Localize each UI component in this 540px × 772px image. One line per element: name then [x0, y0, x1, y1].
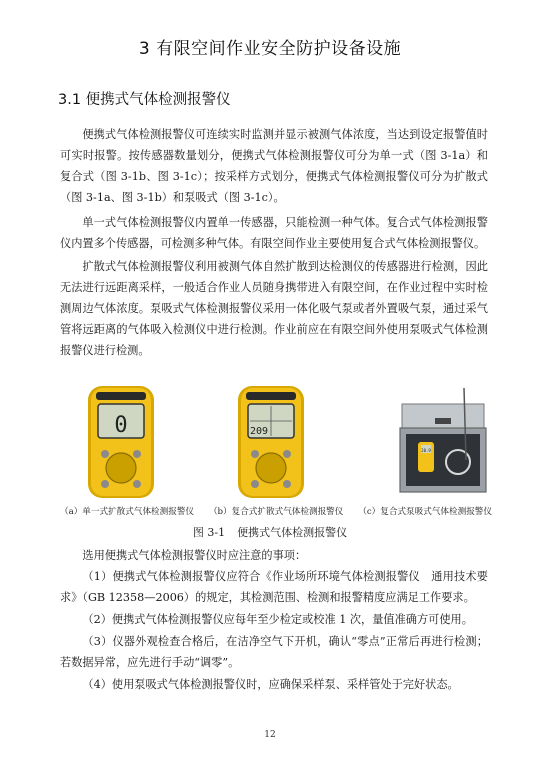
paragraph-classification: 便携式气体检测报警仪可连续实时监测并显示被测气体浓度，当达到设定报警值时可实时报警。按传感器数量划分，便携式气体检测报警仪可分为单一式（图 3-1a）和复合式（图 3-1b、图 3-1c）；按采样方式划分，便携式气体检测报警仪可分为扩散式（图 3-1a、图 3-1b）和泵吸式（图 3-1c）。	[60, 128, 488, 204]
chapter-title: 3 有限空间作业安全防护设备设施	[138, 39, 402, 59]
device-c-image	[400, 388, 486, 492]
page-number: 12	[264, 730, 276, 740]
caption-c: （c）复合式泵吸式气体检测报警仪	[358, 507, 492, 517]
device-b-image	[238, 386, 304, 498]
paragraph-sensor-types: 单一式气体检测报警仪内置单一传感器，只能检测一种气体。复合式气体检测报警仪内置多个传感器，可检测多种气体。有限空间作业主要使用复合式气体检测报警仪。	[60, 216, 488, 250]
caption-a: （a）单一式扩散式气体检测报警仪	[60, 507, 195, 517]
list-item-3: （3）仪器外观检查合格后，在洁净空气下开机，确认“零点”正常后再进行检测；若数据异常，应先进行手动“调零”。	[60, 635, 488, 669]
device-b-display: 209	[249, 426, 269, 437]
figure-title-text: 便携式气体检测报警仪	[237, 526, 348, 539]
paragraph-sampling-methods: 扩散式气体检测报警仪利用被测气体自然扩散到达检测仪的传感器进行检测，因此无法进行远距离采样，一般适合作业人员随身携带进入有限空间，在作业过程中实时检测周边气体浓度。泵吸式气体检测报警仪采用一体化吸气泵或者外置吸气泵，通过采气管将远距离的气体吸入检测仪中进行检测。作业前应在有限空间外使用泵吸式气体检测报警仪进行检测。	[60, 260, 488, 357]
figure-captions	[60, 505, 492, 517]
device-a-image	[88, 386, 154, 498]
section-title: 3.1 便携式气体检测报警仪	[58, 92, 231, 108]
figure-title	[0, 524, 540, 540]
list-item-2: （2）便携式气体检测报警仪应每年至少检定或校准 1 次，量值准确方可使用。	[82, 613, 473, 626]
figure-gas-detectors	[60, 382, 490, 500]
caption-b: （b）复合式扩散式气体检测报警仪	[208, 507, 344, 517]
list-item-4: （4）使用泵吸式气体检测报警仪时，应确保采样泵、采样管处于完好状态。	[82, 678, 459, 691]
list-item-1: （1）便携式气体检测报警仪应符合《作业场所环境气体检测报警仪 通用技术要求》（GB 12358—2006）的规定，其检测范围、检测和报警精度应满足工作要求。	[60, 570, 488, 604]
device-c-display: 20.9	[421, 448, 431, 453]
figure-number: 图 3-1	[192, 526, 226, 539]
device-a-display: 0	[114, 413, 128, 438]
paragraph-selection-notes: 选用便携式气体检测报警仪时应注意的事项：	[82, 549, 307, 562]
